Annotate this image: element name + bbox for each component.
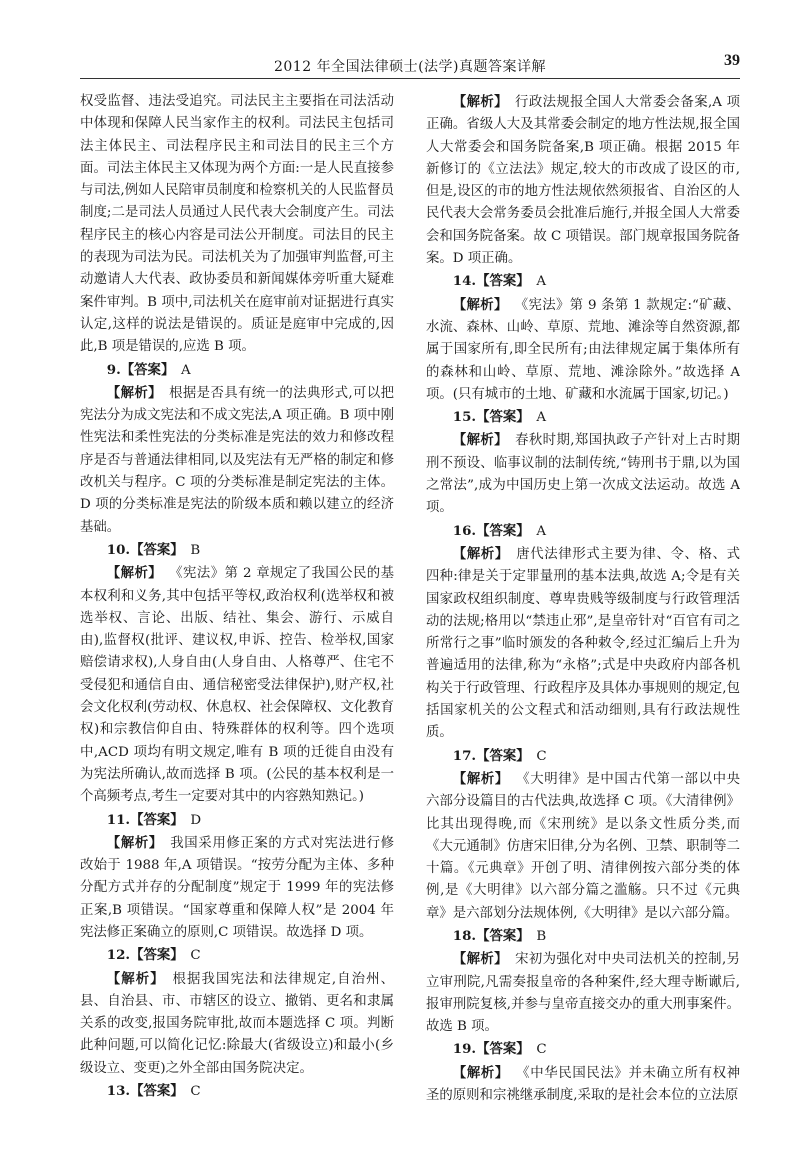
answer-label: 【答案】 xyxy=(476,1041,530,1058)
question-number: 17. xyxy=(452,747,477,764)
analysis-paragraph xyxy=(426,294,740,406)
page-number: 39 xyxy=(724,52,740,69)
analysis-label: 【解析】 xyxy=(452,94,508,110)
analysis-paragraph xyxy=(426,1062,740,1108)
answer-line xyxy=(80,1080,394,1103)
analysis-label: 【解析】 xyxy=(452,770,509,787)
analysis-text: 根据我国宪法和法律规定,自治州、县、自治县、市、市辖区的设立、撤销、更名和隶属关系的改变,报国务院审批,故而本题选择 C 项。判断此种问题,可以简化记忆:除最大(省级设立)和最小(乡级设立、变更)之外全部由国务院决定。 xyxy=(80,971,394,1076)
answer-label: 【答案】 xyxy=(130,541,184,558)
body-paragraph xyxy=(80,91,394,359)
analysis-label: 【解析】 xyxy=(452,1064,509,1081)
analysis-text: 唐代法律形式主要为律、令、格、式四种:律是关于定罪量刑的基本法典,故选 A;令是有关国家政权组织制度、尊卑贵贱等级制度与行政管理活动的法规;格用以“禁违止邪”,是皇帝针对“百官有司之所常行之事”临时颁发的各种敕令,经过汇编后上升为普遍适用的法律,称为“永格”;式是中央政府内部各机构关于行政管理、行政程序及具体办事规则的规定,包括国家机关的公文程式和活动细则,具有行政法规性质。 xyxy=(426,546,740,741)
question-number: 11. xyxy=(106,811,131,828)
question-number: 16. xyxy=(452,522,477,539)
answer-value: C xyxy=(190,948,201,964)
left-column xyxy=(80,91,394,1141)
answer-value: B xyxy=(536,928,547,944)
question-number: 10. xyxy=(106,541,131,558)
answer-value: C xyxy=(190,1084,201,1100)
answer-label: 【答案】 xyxy=(476,747,530,764)
analysis-paragraph xyxy=(426,91,740,270)
analysis-paragraph xyxy=(426,429,740,519)
question-number: 19. xyxy=(452,1041,477,1058)
answer-value: C xyxy=(536,748,547,764)
question-number: 12. xyxy=(106,947,131,964)
answer-value: A xyxy=(536,410,547,426)
answer-value: B xyxy=(190,542,201,558)
running-header-title: 2012 年全国法律硕士(法学)真题答案详解 xyxy=(273,59,546,75)
answer-label: 【答案】 xyxy=(130,947,184,964)
analysis-label: 【解析】 xyxy=(106,384,162,401)
answer-label: 【答案】 xyxy=(476,409,530,426)
header-divider xyxy=(80,78,740,79)
answer-label: 【答案】 xyxy=(120,361,175,378)
answer-line xyxy=(80,944,394,967)
question-number: 9. xyxy=(106,361,121,378)
analysis-text: 宋初为强化对中央司法机关的控制,另立审刑院,凡需奏报皇帝的各种案件,经大理寺断谳后,报审刑院复核,并参与皇帝直接交办的重大刑事案件。故选 B 项。 xyxy=(426,952,740,1035)
answer-line xyxy=(426,925,740,948)
answer-value: D xyxy=(190,812,202,828)
answer-label: 【答案】 xyxy=(476,522,530,539)
answer-value: A xyxy=(536,523,547,539)
answer-line xyxy=(426,520,740,543)
question-number: 13. xyxy=(106,1083,131,1100)
running-header xyxy=(80,50,740,76)
analysis-paragraph xyxy=(426,948,740,1038)
question-number: 18. xyxy=(452,927,477,944)
analysis-paragraph xyxy=(426,768,740,925)
analysis-text: 《宪法》第 9 条第 1 款规定:“矿藏、水流、森林、山岭、草原、荒地、滩涂等自然资源,都属于国家所有,即全民所有;由法律规定属于集体所有的森林和山岭、草原、荒地、滩涂除外。”故选择 A 项。(只有城市的土地、矿藏和水流属于国家,切记。) xyxy=(426,297,740,402)
analysis-text: 《宪法》第 2 章规定了我国公民的基本权利和义务,其中包括平等权,政治权利(选举权和被选举权、言论、出版、结社、集会、游行、示威自由),监督权(批评、建议权,申诉、控告、检举权,国家赔偿请求权),人身自由(人身自由、人格尊严、住宅不受侵犯和通信自由、通信秘密受法律保护),财产权,社会文化权利(劳动权、休息权、社会保障权、文化教育权)和宗教信仰自由、特殊群体的权利等。四个选项中,ACD 项均有明文规定,唯有 B 项的迁徙自由没有为宪法所确认,故而选择 B 项。(公民的基本权利是一个高频考点,考生一定要对其中的内容熟知熟记。) xyxy=(80,566,394,805)
analysis-paragraph xyxy=(80,832,394,944)
answer-value: C xyxy=(536,1042,547,1058)
analysis-paragraph xyxy=(80,968,394,1080)
answer-line xyxy=(80,359,394,382)
answer-label: 【答案】 xyxy=(476,273,530,290)
answer-line xyxy=(426,745,740,768)
answer-value: A xyxy=(181,362,191,378)
analysis-label: 【解析】 xyxy=(106,565,163,582)
answer-label: 【答案】 xyxy=(130,811,184,828)
analysis-text: 《中华民国民法》并未确立所有权神圣的原则和宗祧继承制度,采取的是社会本位的立法原 xyxy=(426,1065,740,1104)
analysis-text: 春秋时期,郑国执政子产针对上古时期刑不预设、临事议制的法制传统,“铸刑书于鼎,以为国之常法”,成为中国历史上第一次成文法运动。故选 A 项。 xyxy=(426,433,740,516)
analysis-label: 【解析】 xyxy=(452,545,509,562)
analysis-label: 【解析】 xyxy=(452,296,508,313)
answer-line xyxy=(80,539,394,562)
answer-line xyxy=(426,270,740,293)
analysis-text: 行政法规报全国人大常委会备案,A 项正确。省级人大及其常委会制定的地方性法规,报全国人大常委会和国务院备案,B 项正确。根据 2015 年新修订的《立法法》规定,较大的市改成了设区的市,但是,设区的市的地方性法规依然须报省、自治区的人民代表大会常务委员会批准后施行,并报全国人大常委会和国务院备案。故 C 项错误。部门规章报国务院备案。D 项正确。 xyxy=(426,95,740,267)
question-number: 15. xyxy=(452,409,477,426)
answer-label: 【答案】 xyxy=(130,1083,184,1100)
body-text: 权受监督、违法受追究。司法民主主要指在司法活动中体现和保障人民当家作主的权利。司法民主包括司法主体民主、司法程序民主和司法目的民主三个方面。司法主体民主又体现为两个方面:一是人民直接参与司法,例如人民陪审员制度和检察机关的人民监督员制度;二是司法人员通过人民代表大会制度产生。司法程序民主的核心内容是司法公开制度。司法目的民主的表现为司法为民。司法机关为了加强审判监督,可主动邀请人大代表、政协委员和新闻媒体旁听重大疑难案件审判。B 项中,司法机关在庭审前对证据进行真实认定,这样的说法是错误的。质证是庭审中完成的,因此,B 项是错误的,应选 B 项。 xyxy=(80,94,394,355)
question-number: 14. xyxy=(452,273,477,290)
analysis-text: 《大明律》是中国古代第一部以中央六部分设篇目的古代法典,故选择 C 项。《大清律例》比其出现得晚,而《宋刑统》是以条文性质分类,而《大元通制》仿唐宋旧律,分为名例、卫禁、职制等二十篇。《元典章》开创了明、清律例按六部分类的体例,是《大明律》以六部分篇之滥觞。只不过《元典章》是六部划分法规体例,《大明律》是以六部分篇。 xyxy=(426,771,740,921)
analysis-paragraph xyxy=(80,562,394,808)
analysis-label: 【解析】 xyxy=(106,970,165,987)
answer-value: A xyxy=(536,274,547,290)
analysis-text: 根据是否具有统一的法典形式,可以把宪法分为成文宪法和不成文宪法,A 项正确。B 项中刚性宪法和柔性宪法的分类标准是宪法的效力和修改程序是否与普通法律相同,以及宪法有无严格的制定和修改机关与程序。C 项的分类标准是制定宪法的主体。D 项的分类标准是宪法的阶级本质和赖以建立的经济基础。 xyxy=(80,385,394,535)
analysis-label: 【解析】 xyxy=(452,432,508,449)
analysis-label: 【解析】 xyxy=(452,951,508,968)
analysis-paragraph xyxy=(426,543,740,745)
analysis-paragraph xyxy=(80,382,394,539)
right-column xyxy=(426,91,740,1141)
analysis-text: 我国采用修正案的方式对宪法进行修改始于 1988 年,A 项错误。“按劳分配为主体、多种分配方式并存的分配制度”规定于 1999 年的宪法修正案,B 项错误。“国家尊重和保障人权”是 2004 年宪法修正案确立的原则,C 项错误。故选择 D 项。 xyxy=(80,835,394,940)
answer-label: 【答案】 xyxy=(476,927,530,944)
analysis-label: 【解析】 xyxy=(106,834,163,851)
answer-line xyxy=(426,1038,740,1061)
answer-line xyxy=(426,406,740,429)
answer-line xyxy=(80,809,394,832)
